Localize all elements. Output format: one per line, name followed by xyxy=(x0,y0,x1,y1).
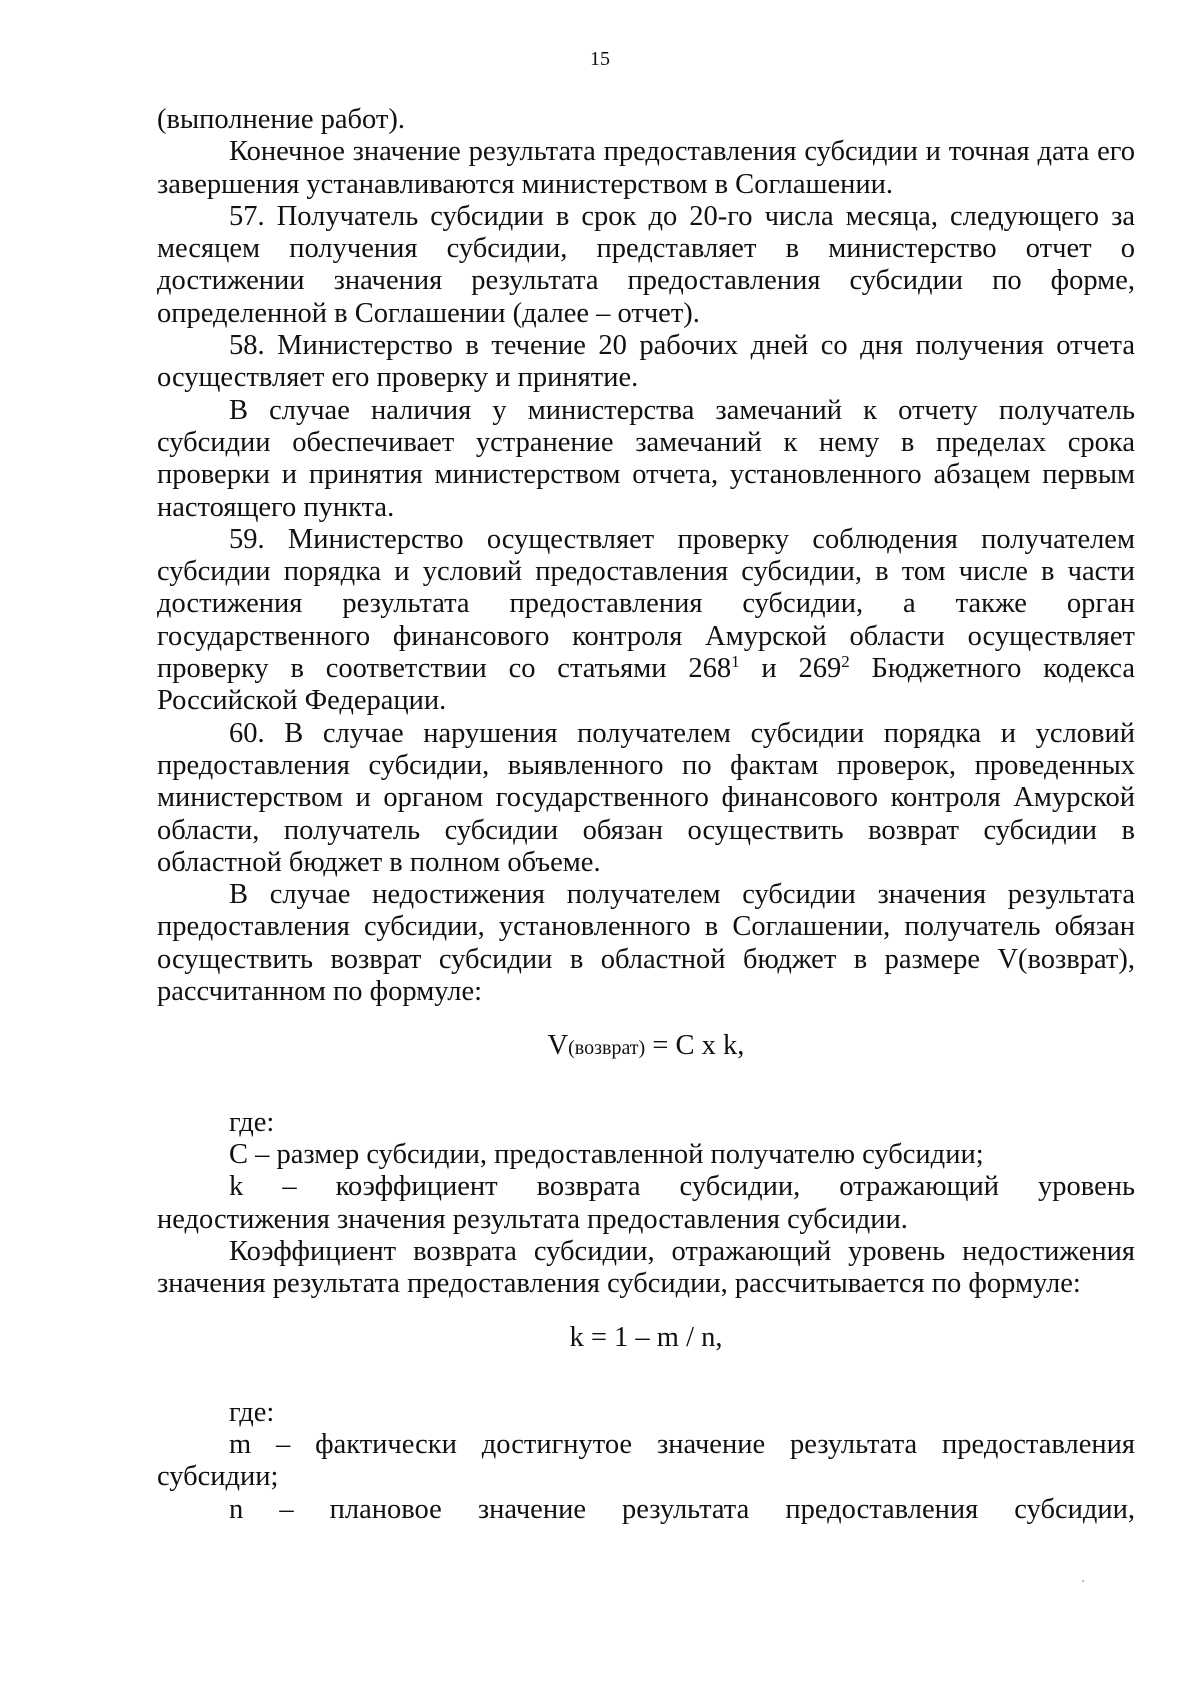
definition-m-word: значение xyxy=(656,1428,766,1460)
definition-m-word: фактически xyxy=(315,1428,457,1460)
formula-refund-rhs: = C x k, xyxy=(645,1030,745,1062)
paragraph-continuation: (выполнение работ). xyxy=(157,104,405,135)
paragraph-59 xyxy=(157,524,1135,718)
definition-m-continuation: субсидии; xyxy=(157,1461,279,1493)
paragraph-59-text-c: Бюджетного кодекса Российской Федерации. xyxy=(157,653,1135,717)
definition-n-word: предоставления xyxy=(785,1493,979,1525)
definition-k-word: отражающий xyxy=(839,1171,999,1203)
definition-k-line xyxy=(157,1171,1135,1203)
definition-n-word: n xyxy=(229,1493,244,1525)
formula-coefficient: k = 1 – m / n, xyxy=(569,1322,723,1354)
paragraph-59-text-a: 59. Министерство осуществляет проверку соблюдения получателем субсидии порядка и условий предоставления субсидии, в том числе в части достижения результата предоставления субсидии, а также орган государственного финансового контроля Амурской области осуществляет проверку в соответствии со статьями 268 xyxy=(157,523,1135,685)
definition-n-word: плановое xyxy=(329,1493,442,1525)
paragraph-58: 58. Министерство в течение 20 рабочих дней со дня получения отчета осуществляет его проверку и принятие. xyxy=(157,330,1135,394)
definition-n-word: значение xyxy=(477,1493,586,1525)
paragraph-60-underachievement: В случае недостижения получателем субсидии значения результата предоставления субсидии, установленного в Соглашении, получатель обязан осуществить возврат субсидии в областной бюджет в размере V(возврат), рассчитанном по формуле: xyxy=(157,879,1135,1008)
formula-refund-subscript: (возврат) xyxy=(568,1037,646,1060)
definition-k-word: коэффициент xyxy=(335,1171,498,1203)
definition-n-word: – xyxy=(279,1493,294,1525)
definition-n-line xyxy=(157,1494,1135,1526)
definition-k-word: возврата xyxy=(536,1171,641,1203)
definition-n-word: субсидии, xyxy=(1014,1493,1135,1525)
page-number: 15 xyxy=(590,48,610,70)
paragraph-final-value: Конечное значение результата предоставления субсидии и точная дата его завершения устанавливаются министерством в Соглашении. xyxy=(157,136,1135,200)
where-label-2: где: xyxy=(229,1396,275,1428)
where-label-1: где: xyxy=(229,1106,275,1138)
superscript-269: 2 xyxy=(841,652,850,672)
paragraph-60: 60. В случае нарушения получателем субсидии порядка и условий предоставления субсидии, выявленного по фактам проверок, проведенных министерством и органом государственного финансового контроля Амурской области, получатель субсидии обязан осуществить возврат субсидии в областной бюджет в полном объеме. xyxy=(157,717,1135,878)
definition-m-word: – xyxy=(276,1428,291,1460)
paragraph-59-text-b: и 269 xyxy=(739,653,842,685)
definition-m-word: результата xyxy=(789,1428,918,1460)
paragraph-58-remarks: В случае наличия у министерства замечаний к отчету получатель субсидии обеспечивает устранение замечаний к нему в пределах срока проверки и принятия министерством отчета, установленного абзацем первым настоящего пункта. xyxy=(157,394,1135,523)
definition-c: C – размер субсидии, предоставленной получателю субсидии; xyxy=(229,1138,984,1170)
definition-k-word: уровень xyxy=(1038,1171,1135,1203)
scan-speck xyxy=(1082,1580,1084,1582)
definition-n-word: результата xyxy=(622,1493,750,1525)
definition-k-word: субсидии, xyxy=(679,1171,801,1203)
definition-k-continuation: недостижения значения результата предоставления субсидии. xyxy=(157,1203,908,1235)
definition-m-word: m xyxy=(229,1428,252,1460)
definition-m-line xyxy=(157,1429,1135,1461)
formula-refund xyxy=(157,1030,1135,1064)
superscript-268: 1 xyxy=(731,652,740,672)
paragraph-coefficient: Коэффициент возврата субсидии, отражающий уровень недостижения значения результата предоставления субсидии, рассчитывается по формуле: xyxy=(157,1235,1135,1300)
definition-m-word: предоставления xyxy=(942,1428,1135,1460)
formula-refund-v: V xyxy=(547,1030,569,1062)
definition-m-word: достигнутое xyxy=(481,1428,633,1460)
definition-k-word: – xyxy=(282,1171,297,1203)
paragraph-57: 57. Получатель субсидии в срок до 20-го числа месяца, следующего за месяцем получения субсидии, представляет в министерство отчет о достижении значения результата предоставления субсидии по форме, определенной в Соглашении (далее – отчет). xyxy=(157,200,1135,329)
definition-k-word: k xyxy=(229,1171,244,1203)
document-body xyxy=(157,104,1135,1526)
